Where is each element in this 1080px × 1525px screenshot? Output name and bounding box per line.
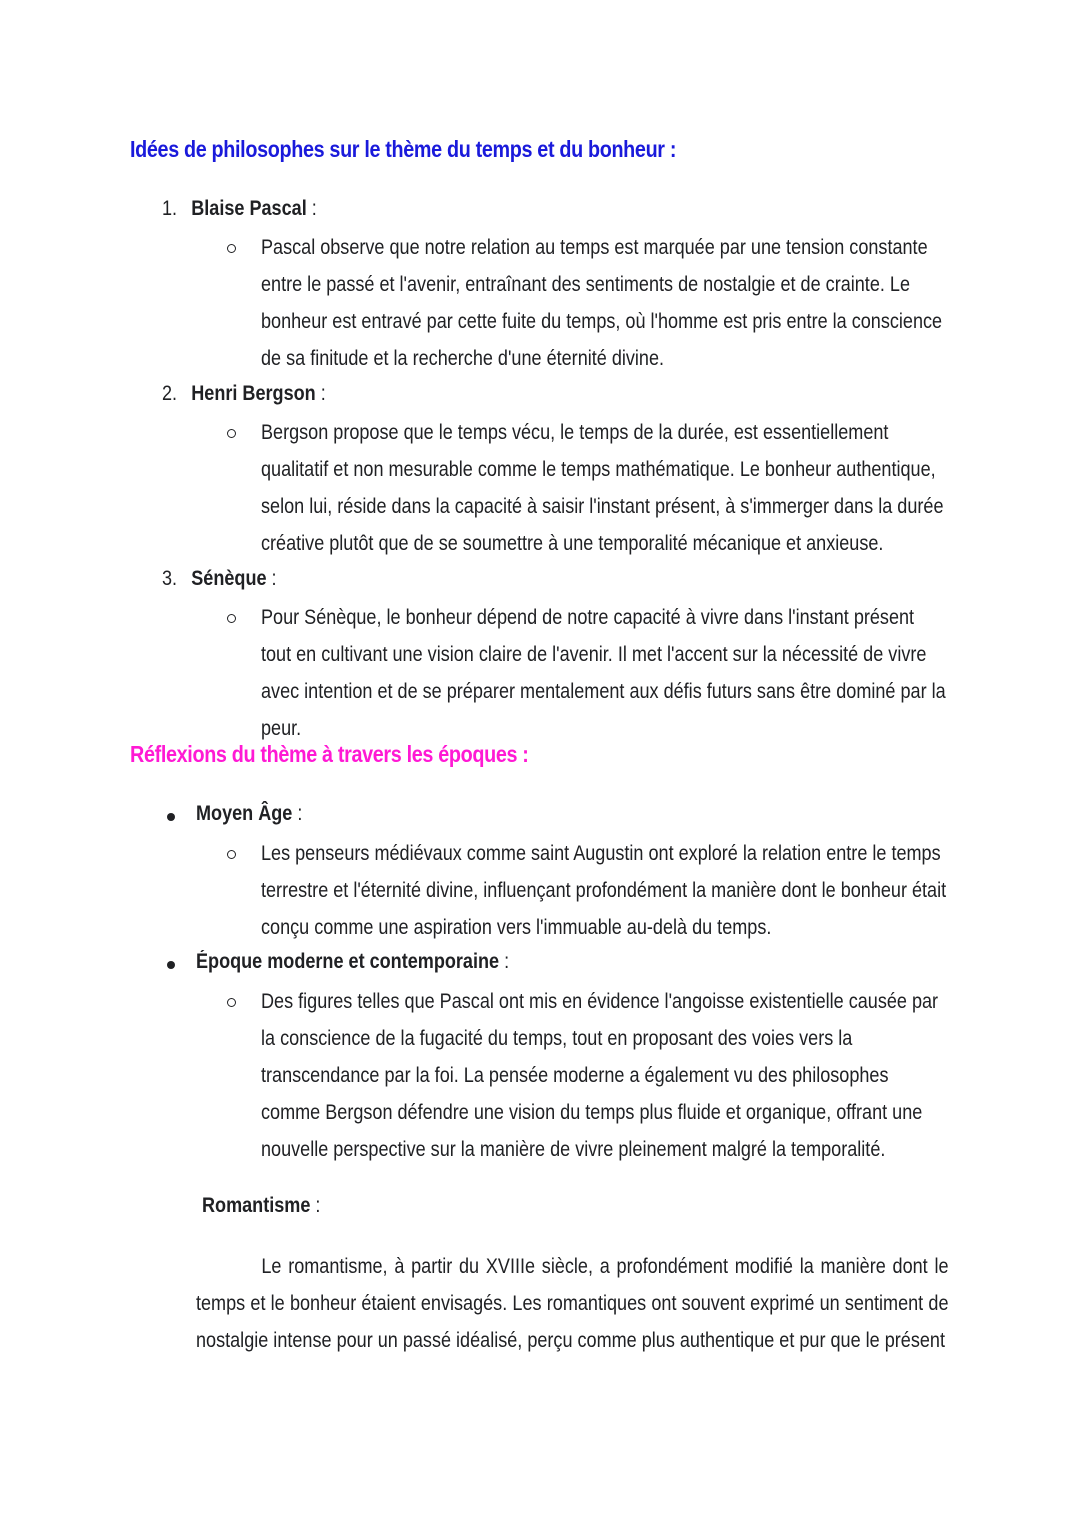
philosopher-name: Henri Bergson [191,382,316,405]
era-name: Moyen Âge [196,802,293,825]
colon: : [499,950,510,973]
philosopher-name: Blaise Pascal [191,197,307,220]
section-heading-philosophers: Idées de philosophes sur le thème du temps et du bonheur : [130,136,677,162]
colon: : [315,382,326,405]
section-heading-eras: Réflexions du thème à travers les époques : [130,741,529,767]
romantisme-title [202,1194,320,1218]
circle-bullet-icon [227,614,236,623]
era-description: Les penseurs médiévaux comme saint Augustin ont exploré la relation entre le temps terrestre et l'éternité divine, influençant profondément la manière dont le bonheur était conçu comme une aspiration vers l'immuable au-delà du temps. [261,842,947,939]
era-title [196,802,302,826]
romantisme-name: Romantisme [202,1194,311,1217]
colon: : [292,802,303,825]
circle-bullet-icon [227,244,236,253]
bullet-dot-icon [167,961,175,969]
philosopher-description: Pour Sénèque, le bonheur dépend de notre capacité à vivre dans l'instant présent tout en cultivant une vision claire de l'avenir. Il met l'accent sur la nécessité de vivre avec intention et de se préparer mentalement aux défis futurs sans être dominé par la peur. [261,606,946,740]
era-description: Des figures telles que Pascal ont mis en évidence l'angoisse existentielle causée par la conscience de la fugacité du temps, tout en proposant des voies vers la transcendance par la foi. La pensée moderne a également vu des philosophes comme Bergson défendre une vision du temps plus fluide et organique, offrant une nouvelle perspective sur la manière de vivre pleinement malgré la temporalité. [261,990,939,1161]
colon: : [310,1194,321,1217]
philosopher-name: Sénèque [191,567,267,590]
list-number: 2. [162,382,178,405]
romantisme-paragraph: Le romantisme, à partir du XVIIIe siècle, a profondément modifié la manière dont le temps et le bonheur étaient envisagés. Les romantiques ont souvent exprimé un sentiment de nostalgie intense pour un passé idéalisé, perçu comme plus authentique et pur que le présent [196,1255,949,1352]
list-item-title [162,382,326,406]
era-title [196,950,509,974]
list-item-title [162,197,317,221]
colon: : [266,567,277,590]
bullet-dot-icon [167,813,175,821]
list-number: 1. [162,197,178,220]
philosopher-description: Bergson propose que le temps vécu, le temps de la durée, est essentiellement qualitatif et non mesurable comme le temps mathématique. Le bonheur authentique, selon lui, réside dans la capacité à saisir l'instant présent, à s'immerger dans la durée créative plutôt que de se soumettre à une temporalité mécanique et anxieuse. [261,421,944,555]
list-number: 3. [162,567,178,590]
philosopher-description: Pascal observe que notre relation au temps est marquée par une tension constante entre le passé et l'avenir, entraînant des sentiments de nostalgie et de crainte. Le bonheur est entravé par cette fuite du temps, où l'homme est pris entre la conscience de sa finitude et la recherche d'une éternité divine. [261,236,943,370]
era-name: Époque moderne et contemporaine [196,950,500,973]
list-item-title [162,567,277,591]
circle-bullet-icon [227,429,236,438]
circle-bullet-icon [227,850,236,859]
circle-bullet-icon [227,998,236,1007]
colon: : [306,197,317,220]
